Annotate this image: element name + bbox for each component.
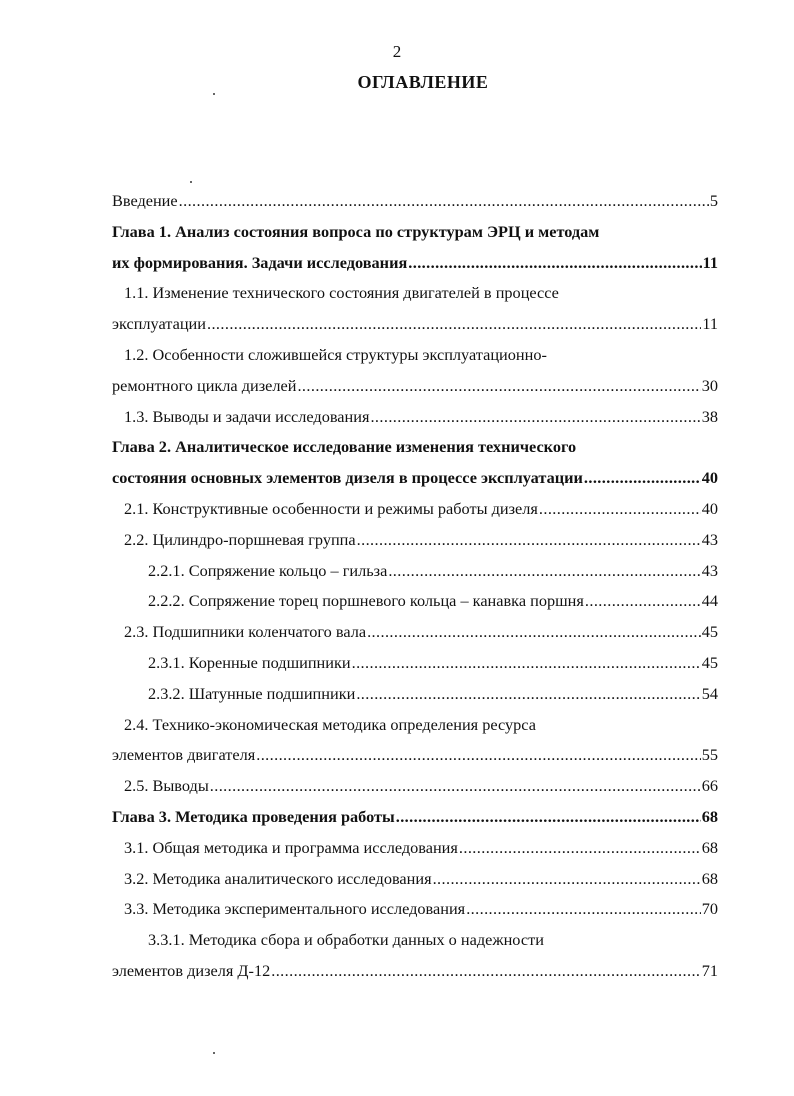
- toc-entry-s2-2[interactable]: [112, 525, 718, 556]
- toc-entry-text: 3.2. Методика аналитического исследования: [124, 868, 432, 888]
- toc-line: [112, 894, 718, 925]
- toc-line: [112, 371, 718, 402]
- toc-entry-text: элементов дизеля Д-12: [112, 960, 271, 980]
- toc-entry-s3-3[interactable]: [112, 894, 718, 925]
- dot-leader: [539, 494, 701, 525]
- toc-line: [112, 679, 718, 710]
- dot-leader: [370, 402, 700, 433]
- dot-leader: [585, 586, 701, 617]
- toc-line: [112, 617, 718, 648]
- toc-entry-text: 2.3.1. Коренные подшипники: [148, 652, 351, 672]
- toc-entry-text: Глава 2. Аналитическое исследование изменения технического: [112, 437, 577, 457]
- table-of-contents: [112, 186, 718, 987]
- toc-line: [112, 186, 718, 217]
- toc-line: [112, 217, 718, 248]
- toc-entry-text: ремонтного цикла дизелей: [112, 375, 297, 395]
- dot-leader: [584, 463, 701, 494]
- toc-entry-s1-2[interactable]: [112, 340, 718, 402]
- toc-entry-text: 2.3.2. Шатунные подшипники: [148, 683, 356, 703]
- toc-entry-text: 1.3. Выводы и задачи исследования: [124, 406, 370, 426]
- toc-entry-s3-2[interactable]: [112, 864, 718, 895]
- toc-page-number: 68: [701, 868, 718, 888]
- dot-leader: [367, 617, 701, 648]
- toc-entry-text: 2.4. Технико-экономическая методика определения ресурса: [124, 714, 536, 734]
- toc-line: [112, 278, 718, 309]
- toc-entry-s2-5[interactable]: [112, 771, 718, 802]
- toc-line: [112, 864, 718, 895]
- toc-line: [112, 402, 718, 433]
- toc-page-number: 38: [701, 406, 718, 426]
- dot-leader: [388, 556, 700, 587]
- toc-line: [112, 771, 718, 802]
- toc-entry-s2-2-2[interactable]: [112, 586, 718, 617]
- toc-page-number: 71: [701, 960, 718, 980]
- page-title: ОГЛАВЛЕНИЕ: [357, 72, 489, 92]
- toc-line: [112, 586, 718, 617]
- toc-page-number: 11: [702, 314, 718, 334]
- toc-entry-text: 1.1. Изменение технического состояния двигателей в процессе: [124, 283, 559, 303]
- toc-entry-ch3[interactable]: [112, 802, 718, 833]
- dot-leader: [297, 371, 700, 402]
- toc-page-number: 55: [701, 745, 718, 765]
- toc-entry-text: 2.2. Цилиндро-поршневая группа: [124, 529, 356, 549]
- toc-page-number: 68: [701, 837, 718, 857]
- dot-leader: [433, 864, 701, 895]
- toc-entry-s2-3-1[interactable]: [112, 648, 718, 679]
- toc-line: [112, 248, 718, 279]
- toc-line: [112, 925, 718, 956]
- toc-line: [112, 833, 718, 864]
- dot-leader: [207, 309, 701, 340]
- toc-entry-s2-4[interactable]: [112, 710, 718, 772]
- toc-entry-s1-1[interactable]: [112, 278, 718, 340]
- toc-entry-s1-3[interactable]: [112, 402, 718, 433]
- toc-entry-text: эксплуатации: [112, 314, 206, 334]
- dot-leader: [356, 679, 700, 710]
- toc-line: [112, 432, 718, 463]
- toc-entry-text: состояния основных элементов дизеля в процессе эксплуатации: [112, 468, 583, 488]
- dot-leader: [179, 186, 709, 217]
- dot-leader: [256, 740, 701, 771]
- toc-page-number: 40: [701, 468, 718, 488]
- toc-page-number: 30: [701, 375, 718, 395]
- scan-speck: [190, 181, 192, 183]
- toc-entry-text: Введение: [112, 191, 178, 210]
- toc-page-number: 66: [701, 776, 718, 796]
- toc-line: [112, 494, 718, 525]
- toc-page-number: 11: [702, 252, 718, 272]
- toc-entry-text: 2.2.2. Сопряжение торец поршневого кольца – канавка поршня: [148, 591, 584, 611]
- toc-line: [112, 740, 718, 771]
- dot-leader: [352, 648, 701, 679]
- toc-entry-text: элементов двигателя: [112, 745, 256, 765]
- dot-leader: [357, 525, 701, 556]
- scan-speck: [213, 1052, 215, 1054]
- toc-entry-text: Глава 1. Анализ состояния вопроса по структурам ЭРЦ и методам: [112, 221, 600, 241]
- toc-entry-ch1[interactable]: [112, 217, 718, 279]
- dot-leader: [459, 833, 701, 864]
- toc-line: [112, 802, 718, 833]
- toc-page-number: 54: [701, 683, 718, 703]
- toc-entry-s2-1[interactable]: [112, 494, 718, 525]
- dot-leader: [396, 802, 701, 833]
- dot-leader: [210, 771, 701, 802]
- toc-line: [112, 525, 718, 556]
- toc-entry-text: Глава 3. Методика проведения работы: [112, 806, 395, 826]
- toc-page-number: 45: [701, 652, 718, 672]
- toc-entry-text: 3.3.1. Методика сбора и обработки данных о надежности: [148, 930, 544, 950]
- toc-page-number: 43: [701, 529, 718, 549]
- toc-page-number: 68: [701, 806, 718, 826]
- toc-entry-text: 1.2. Особенности сложившейся структуры эксплуатационно-: [124, 344, 547, 364]
- toc-line: [112, 309, 718, 340]
- page-number: 2: [392, 42, 402, 61]
- toc-line: [112, 463, 718, 494]
- toc-entry-text: 3.1. Общая методика и программа исследования: [124, 837, 458, 857]
- toc-line: [112, 648, 718, 679]
- toc-line: [112, 340, 718, 371]
- toc-page-number: 45: [701, 622, 718, 642]
- toc-page-number: 44: [701, 591, 718, 611]
- toc-line: [112, 710, 718, 741]
- toc-entry-text: 2.3. Подшипники коленчатого вала: [124, 622, 367, 642]
- toc-entry-text: 2.1. Конструктивные особенности и режимы работы дизеля: [124, 498, 538, 518]
- toc-entry-text: 2.5. Выводы: [124, 776, 209, 796]
- toc-page-number: 5: [709, 191, 718, 210]
- toc-entry-text: их формирования. Задачи исследования: [112, 252, 408, 272]
- toc-entry-text: 3.3. Методика экспериментального исследования: [124, 899, 466, 919]
- toc-line: [112, 956, 718, 987]
- toc-entry-text: 2.2.1. Сопряжение кольцо – гильза: [148, 560, 388, 580]
- toc-entry-s2-3-2[interactable]: [112, 679, 718, 710]
- dot-leader: [408, 248, 701, 279]
- toc-page-number: 43: [701, 560, 718, 580]
- toc-entry-s3-3-1[interactable]: [112, 925, 718, 987]
- toc-entry-ch2[interactable]: [112, 432, 718, 494]
- dot-leader: [271, 956, 700, 987]
- toc-line: [112, 556, 718, 587]
- toc-entry-s2-2-1[interactable]: [112, 556, 718, 587]
- toc-entry-s2-3[interactable]: [112, 617, 718, 648]
- toc-entry-s3-1[interactable]: [112, 833, 718, 864]
- dot-leader: [466, 894, 701, 925]
- toc-page-number: 70: [701, 899, 718, 919]
- toc-page-number: 40: [701, 498, 718, 518]
- scan-speck: [213, 93, 215, 95]
- toc-entry-intro[interactable]: [112, 186, 718, 217]
